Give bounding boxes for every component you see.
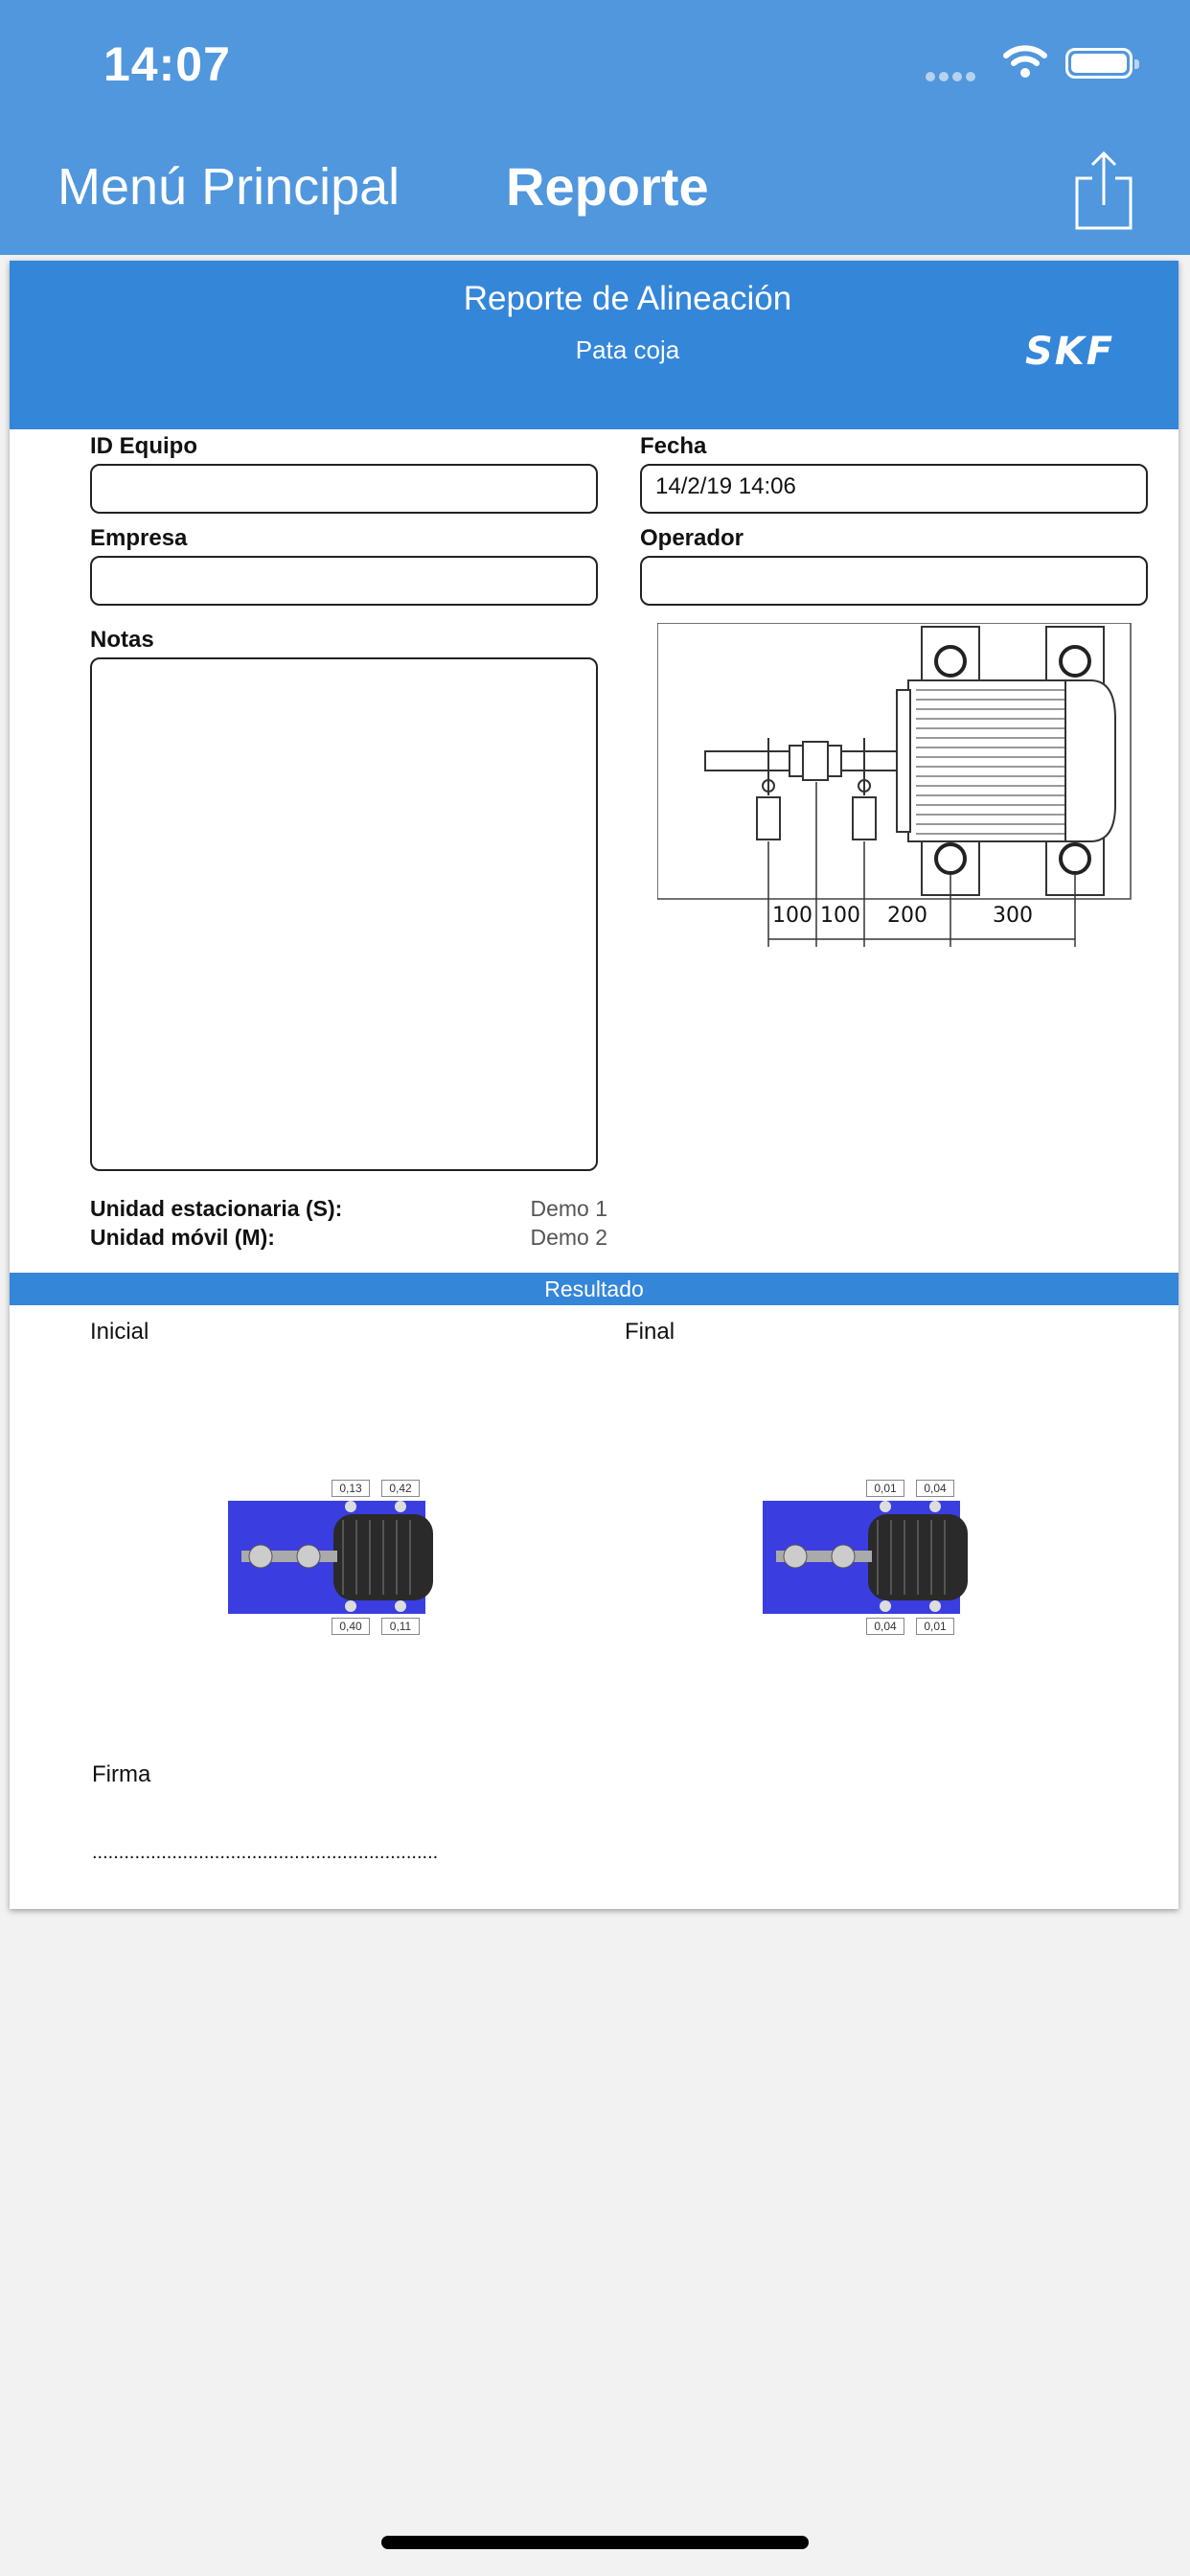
date-value: 14/2/19 14:06 (655, 473, 796, 499)
final-top-right-value: 0,04 (916, 1480, 954, 1497)
initial-top-right-value: 0,42 (381, 1480, 420, 1497)
svg-text:SKF: SKF (1025, 332, 1115, 370)
machine-dimension-diagram (657, 623, 1148, 953)
wifi-icon (1002, 42, 1048, 80)
svg-text:100: 100 (820, 904, 860, 928)
back-button[interactable]: Menú Principal (57, 158, 400, 216)
company-label: Empresa (90, 525, 188, 551)
initial-label: Inicial (90, 1319, 149, 1345)
home-indicator[interactable] (381, 2536, 809, 2549)
report-sheet (10, 261, 1179, 1909)
movable-unit-row (90, 1225, 607, 1251)
stationary-unit-row (90, 1196, 607, 1222)
result-heading: Resultado (10, 1273, 1179, 1305)
equipment-id-field[interactable] (90, 464, 598, 514)
signature-label: Firma (92, 1761, 151, 1787)
cellular-signal-icon (926, 69, 979, 86)
page-title: Reporte (506, 156, 709, 217)
operator-label: Operador (640, 525, 744, 551)
notes-label: Notas (90, 627, 154, 653)
equipment-id-label: ID Equipo (90, 433, 197, 459)
company-field[interactable] (90, 556, 598, 606)
report-subtitle: Pata coja (575, 335, 680, 364)
report-header (10, 261, 1179, 429)
initial-top-left-value: 0,13 (332, 1480, 370, 1497)
date-field[interactable] (640, 464, 1148, 514)
movable-unit-label: Unidad móvil (M): (90, 1225, 275, 1250)
notes-field[interactable] (90, 657, 598, 1171)
share-icon[interactable] (1073, 150, 1134, 230)
initial-bottom-right-value: 0,11 (381, 1618, 420, 1635)
battery-icon (1065, 48, 1133, 79)
final-label: Final (625, 1319, 675, 1345)
svg-text:300: 300 (993, 904, 1033, 928)
diagram-dimension-labels (772, 904, 1033, 928)
operator-field[interactable] (640, 556, 1148, 606)
initial-bottom-left-value: 0,40 (332, 1618, 370, 1635)
final-top-left-value: 0,01 (866, 1480, 904, 1497)
status-icons (926, 42, 1142, 84)
movable-unit-value: Demo 2 (530, 1225, 607, 1250)
final-bottom-left-value: 0,04 (866, 1618, 904, 1635)
svg-text:100: 100 (772, 904, 812, 928)
skf-logo (1025, 332, 1148, 370)
stationary-unit-label: Unidad estacionaria (S): (90, 1196, 343, 1221)
stationary-unit-value: Demo 1 (530, 1196, 607, 1221)
status-time: 14:07 (103, 37, 231, 91)
svg-text:200: 200 (887, 904, 927, 928)
signature-line: ................................................................. (92, 1842, 439, 1863)
report-title: Reporte de Alineación (463, 280, 792, 317)
navigation-bar (0, 0, 1190, 255)
date-label: Fecha (640, 433, 707, 459)
initial-result-image (228, 1478, 441, 1631)
final-bottom-right-value: 0,01 (916, 1618, 954, 1635)
final-result-image (763, 1478, 975, 1631)
